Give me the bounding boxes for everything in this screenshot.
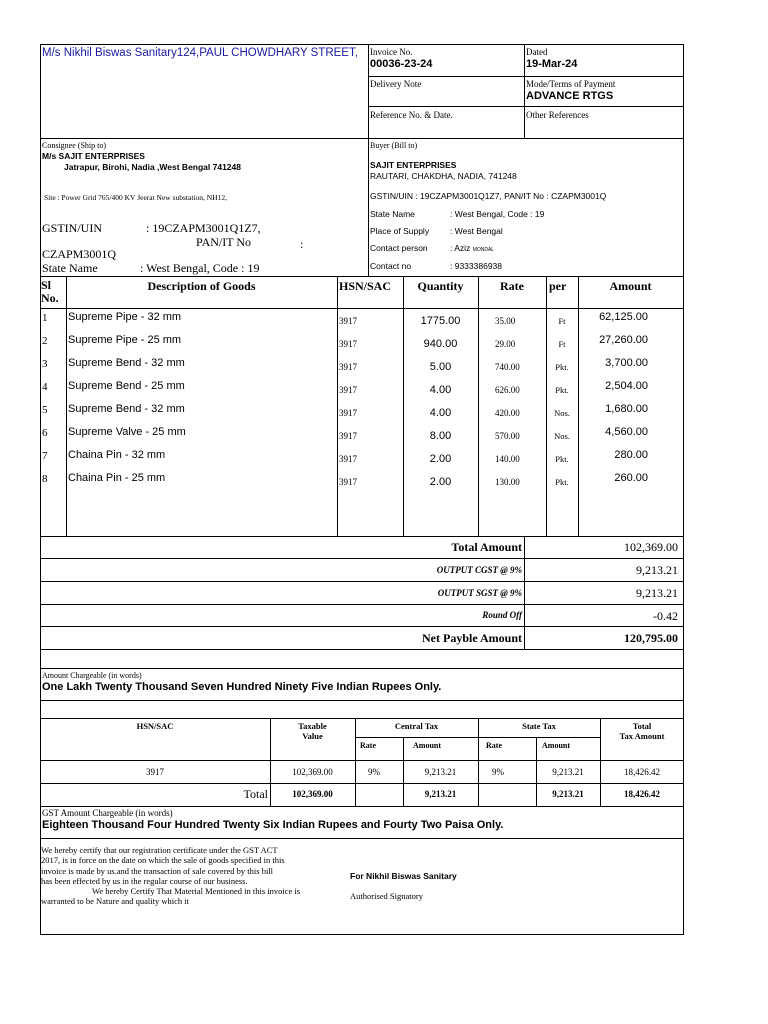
consignee-pan-value: CZAPM3001Q	[42, 247, 117, 261]
buyer-name: SAJIT ENTERPRISES	[370, 160, 457, 170]
central-rate-label: Rate	[360, 741, 376, 750]
buyer-address: RAUTARI, CHAKDHA, NADIA, 741248	[370, 171, 517, 181]
item-quantity: 2.00	[429, 453, 452, 465]
payment-mode-label: Mode/Terms of Payment	[526, 79, 616, 89]
item-rate: 140.00	[495, 454, 520, 464]
central-tax-header: Central Tax	[394, 721, 439, 731]
authorised-signatory: Authorised Signatory	[350, 891, 423, 901]
signature-for-label: For Nikhil Biswas Sanitary	[350, 871, 457, 881]
tax-row-taxable: 102,369.00	[292, 767, 333, 777]
buyer-phone-label: Contact no	[370, 261, 412, 271]
item-rate: 740.00	[495, 362, 520, 372]
consignee-address: Jatrapur, Birohi, Nadia ,West Bengal 741248	[64, 162, 241, 172]
declaration-line: We hereby certify that our registration certificate under the GST ACT	[41, 845, 278, 855]
tax-row-central-rate: 9%	[368, 767, 380, 777]
delivery-note-label: Delivery Note	[370, 79, 422, 89]
total-amount-value: 102,369.00	[624, 540, 678, 554]
item-quantity: 940.00	[423, 338, 458, 350]
reference-label: Reference No. & Date.	[370, 110, 453, 120]
amount-words-value: One Lakh Twenty Thousand Seven Hundred Ninety Five Indian Rupees Only.	[42, 681, 442, 693]
item-hsn: 3917	[339, 454, 357, 464]
buyer-gstin: GSTIN/UIN : 19CZAPM3001Q1Z7, PAN/IT No : CZAPM3001Q	[370, 191, 607, 201]
buyer-contact-small: MONDAL	[472, 247, 495, 253]
net-payable-label: Net Payble Amount	[422, 631, 522, 645]
item-sl: 1	[42, 312, 48, 324]
state-amount-label: Amount	[542, 741, 571, 750]
item-amount: 1,680.00	[605, 403, 648, 415]
tax-row-central-amount: 9,213.21	[424, 767, 457, 777]
item-hsn: 3917	[339, 385, 357, 395]
item-amount: 4,560.00	[605, 426, 648, 438]
item-description: Supreme Bend - 32 mm	[68, 357, 185, 369]
tax-taxable-header-2: Value	[302, 731, 323, 741]
invoice-no-label: Invoice No.	[370, 47, 413, 57]
item-description: Chaina Pin - 32 mm	[68, 449, 166, 461]
item-rate: 570.00	[495, 431, 520, 441]
tax-row-hsn: 3917	[146, 767, 164, 777]
consignee-name: M/s SAJIT ENTERPRISES	[42, 151, 145, 161]
item-per: Ft	[558, 339, 566, 349]
tax-row-total: 18,426.42	[624, 767, 660, 777]
state-rate-label: Rate	[486, 741, 502, 750]
header-no: No.	[41, 291, 59, 305]
item-per: Nos.	[554, 431, 570, 441]
net-payable-value: 120,795.00	[624, 631, 678, 645]
declaration	[41, 845, 341, 907]
buyer-contact-label: Contact person	[370, 243, 428, 253]
item-hsn: 3917	[339, 431, 357, 441]
item-description: Supreme Bend - 25 mm	[68, 380, 185, 392]
item-per: Nos.	[554, 408, 570, 418]
item-hsn: 3917	[339, 316, 357, 326]
item-sl: 2	[42, 335, 48, 347]
item-amount: 62,125.00	[599, 311, 648, 323]
consignee-gstin-label: GSTIN/UIN	[42, 221, 102, 235]
item-sl: 7	[42, 450, 48, 462]
total-tax-header-2: Tax Amount	[619, 731, 665, 741]
item-quantity: 1775.00	[420, 315, 461, 327]
item-sl: 3	[42, 358, 48, 370]
consignee-gstin-value: : 19CZAPM3001Q1Z7,	[146, 221, 261, 235]
state-tax-header: State Tax	[522, 721, 556, 731]
item-sl: 6	[42, 427, 48, 439]
header-amount: Amount	[609, 279, 652, 293]
declaration-line: warranted to be Nature and quality which it	[41, 896, 189, 907]
header-quantity: Quantity	[417, 279, 464, 293]
declaration-line: 2017, is in force on the date on which the sale of goods specified in this	[41, 855, 285, 866]
central-amount-label: Amount	[413, 741, 442, 750]
gst-words-label: GST Amount Chargeable (in words)	[42, 808, 173, 818]
item-quantity: 2.00	[429, 476, 452, 488]
item-description: Supreme Pipe - 25 mm	[68, 334, 182, 346]
total-amount-label: Total Amount	[451, 540, 522, 554]
tax-total-taxable: 102,369.00	[292, 789, 333, 799]
tax-row-state-amount: 9,213.21	[552, 767, 584, 777]
item-amount: 3,700.00	[605, 357, 648, 369]
item-sl: 8	[42, 473, 48, 485]
item-description: Supreme Bend - 32 mm	[68, 403, 185, 415]
item-per: Pkt.	[555, 477, 569, 487]
header-sl: Sl	[41, 278, 52, 292]
dated-label: Dated	[526, 47, 548, 57]
item-quantity: 4.00	[429, 407, 452, 419]
declaration-line: invoice is made by us.and the transaction of sale covered by this bill	[41, 865, 274, 876]
consignee-state-label: State Name	[42, 261, 98, 275]
item-hsn: 3917	[339, 477, 357, 487]
item-quantity: 8.00	[429, 430, 452, 442]
item-hsn: 3917	[339, 408, 357, 418]
seller-name-address: M/s Nikhil Biswas Sanitary124,PAUL CHOWDHARY STREET,	[42, 47, 358, 59]
buyer-state-label: State Name	[370, 209, 415, 219]
item-rate: 29.00	[495, 339, 516, 349]
item-quantity: 4.00	[429, 384, 452, 396]
header-per: per	[549, 279, 567, 293]
declaration-line: We hereby Certify That Material Mentioned in this invoice is	[92, 886, 301, 897]
tax-hsn-header: HSN/SAC	[136, 721, 174, 731]
tax-total-central-amount: 9,213.21	[424, 789, 457, 799]
item-amount: 260.00	[614, 472, 648, 484]
tax-total-label: Total	[243, 787, 268, 801]
item-per: Ft	[558, 316, 566, 326]
other-references-label: Other References	[526, 110, 589, 120]
round-off-label: Round Off	[482, 610, 522, 620]
sgst-label: OUTPUT SGST @ 9%	[437, 588, 522, 598]
tax-taxable-header: Taxable	[298, 721, 327, 731]
item-amount: 2,504.00	[605, 380, 648, 392]
item-amount: 27,260.00	[599, 334, 648, 346]
item-hsn: 3917	[339, 339, 357, 349]
item-hsn: 3917	[339, 362, 357, 372]
cgst-value: 9,213.21	[636, 563, 678, 577]
item-amount: 280.00	[614, 449, 648, 461]
header-hsn: HSN/SAC	[339, 279, 392, 293]
tax-total-total: 18,426.42	[624, 789, 660, 799]
buyer-label: Buyer (Bill to)	[370, 141, 418, 150]
item-per: Pkt.	[555, 454, 569, 464]
buyer-state-value: : West Bengal, Code : 19	[450, 209, 545, 219]
payment-mode-value: ADVANCE RTGS	[526, 90, 614, 102]
item-rate: 626.00	[495, 385, 520, 395]
item-quantity: 5.00	[429, 361, 452, 373]
amount-words-label: Amount Chargeable (in words)	[42, 671, 142, 680]
declaration-line: has been effected by us in the regular course of our business.	[41, 875, 248, 886]
cgst-label: OUTPUT CGST @ 9%	[436, 565, 522, 575]
consignee-site: Site : Power Grid 765/400 KV Jeerat New substation, NH12,	[44, 193, 227, 202]
invoice-no-value: 00036-23-24	[370, 58, 433, 70]
round-off-value: -0.42	[653, 609, 678, 623]
consignee-state-value: : West Bengal, Code : 19	[140, 261, 260, 275]
item-rate: 420.00	[495, 408, 520, 418]
item-sl: 5	[42, 404, 48, 416]
sgst-value: 9,213.21	[636, 586, 678, 600]
item-description: Supreme Valve - 25 mm	[68, 426, 186, 438]
header-description: Description of Goods	[147, 279, 256, 293]
dated-value: 19-Mar-24	[526, 58, 578, 70]
item-per: Pkt.	[555, 385, 569, 395]
buyer-phone-value: : 9333386938	[450, 261, 502, 271]
buyer-contact-value: : Aziz	[450, 243, 471, 253]
consignee-pan-label: PAN/IT No	[196, 235, 252, 249]
item-rate: 35.00	[495, 316, 516, 326]
item-per: Pkt.	[555, 362, 569, 372]
item-sl: 4	[42, 381, 48, 393]
gst-words-value: Eighteen Thousand Four Hundred Twenty Six Indian Rupees and Fourty Two Paisa Only.	[42, 819, 504, 831]
item-description: Supreme Pipe - 32 mm	[68, 311, 182, 323]
tax-total-state-amount: 9,213.21	[552, 789, 584, 799]
item-description: Chaina Pin - 25 mm	[68, 472, 166, 484]
consignee-pan-colon: :	[300, 237, 304, 251]
item-rate: 130.00	[495, 477, 520, 487]
buyer-supply-value: : West Bengal	[450, 226, 503, 236]
tax-row-state-rate: 9%	[492, 767, 504, 777]
consignee-label: Consignee (Ship to)	[42, 141, 106, 150]
total-tax-header: Total	[632, 721, 652, 731]
header-rate: Rate	[500, 279, 524, 293]
buyer-supply-label: Place of Supply	[370, 226, 430, 236]
